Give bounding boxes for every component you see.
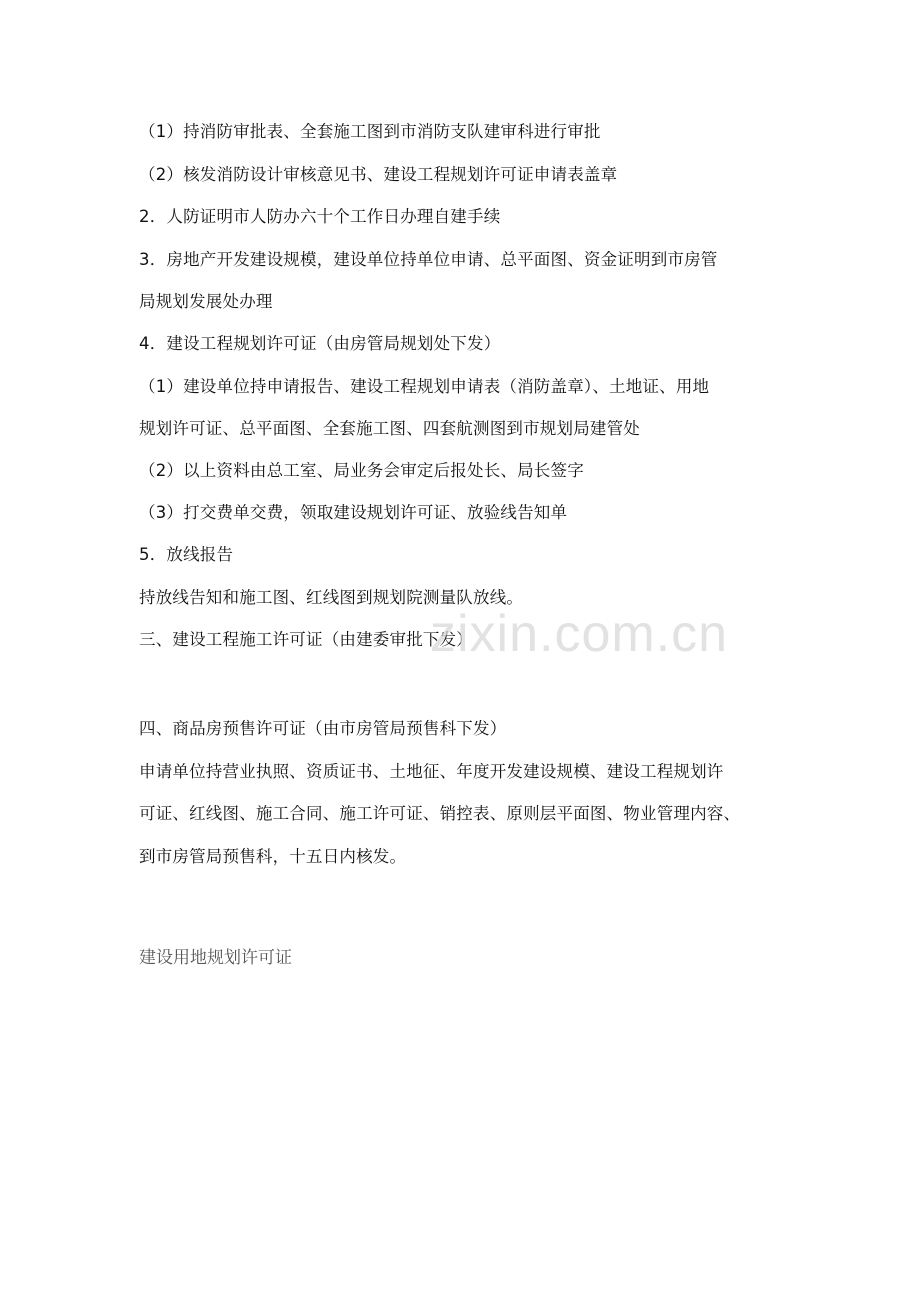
text-line: 2．人防证明市人防办六十个工作日办理自建手续 — [139, 207, 501, 226]
section-heading: 三、建设工程施工许可证（由建委审批下发） — [139, 630, 473, 649]
text-line: （2）以上资料由总工室、局业务会审定后报处长、局长签字 — [139, 461, 584, 480]
text-line: （2）核发消防设计审核意见书、建设工程规划许可证申请表盖章 — [139, 165, 618, 184]
text-line: 申请单位持营业执照、资质证书、土地征、年度开发建设规模、建设工程规划许 — [139, 762, 724, 781]
text-line: 到市房管局预售科，十五日内核发。 — [139, 847, 407, 866]
text-line: 4．建设工程规划许可证（由房管局规划处下发） — [139, 334, 501, 353]
text-line: 局规划发展处办理 — [139, 292, 273, 311]
section-heading: 四、商品房预售许可证（由市房管局预售科下发） — [139, 719, 507, 738]
footer-title: 建设用地规划许可证 — [139, 948, 292, 968]
text-line: 5．放线报告 — [139, 545, 234, 564]
text-line: （1）持消防审批表、全套施工图到市消防支队建审科进行审批 — [139, 122, 601, 141]
text-line: 3．房地产开发建设规模，建设单位持单位申请、总平面图、资金证明到市房管 — [139, 250, 718, 269]
text-line: 持放线告知和施工图、红线图到规划院测量队放线。 — [139, 588, 524, 607]
text-line: （3）打交费单交费，领取建设规划许可证、放验线告知单 — [139, 503, 568, 522]
text-line: 规划许可证、总平面图、全套施工图、四套航测图到市规划局建管处 — [139, 419, 640, 438]
text-line: （1）建设单位持申请报告、建设工程规划申请表（消防盖章）、土地证、用地 — [139, 377, 710, 396]
watermark: zixin.com.cn — [430, 605, 729, 663]
text-line: 可证、红线图、施工合同、施工许可证、销控表、原则层平面图、物业管理内容、 — [139, 804, 741, 823]
